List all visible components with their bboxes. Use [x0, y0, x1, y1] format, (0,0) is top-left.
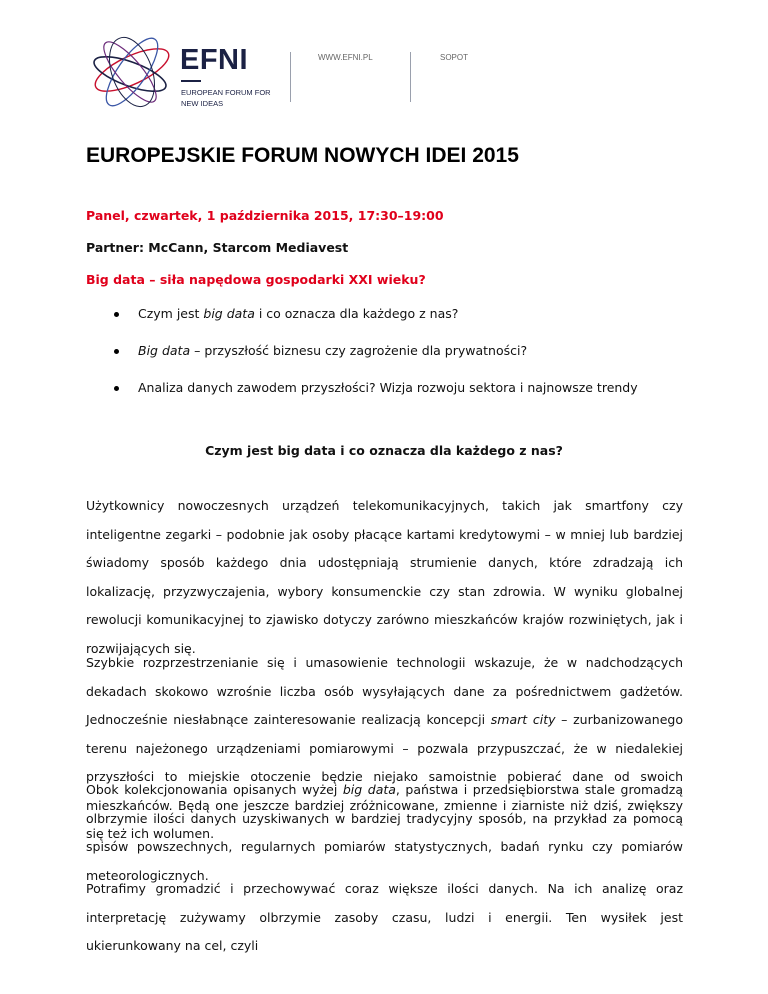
agenda-item: Czym jest big data i co oznacza dla każdego z nas?	[86, 306, 638, 343]
body-paragraph: Obok kolekcjonowania opisanych wyżej big data, państwa i przedsiębiorstwa stale gromadzą olbrzymie ilości danych uzyskiwanych w bardziej tradycyjny sposób, na przykład za pomocą spisów powszechnych, regularnych pomiarów statystycznych, badań rynku czy pomiarów meteorologicznych.	[86, 782, 683, 883]
bullet-icon	[114, 312, 119, 317]
body-paragraph: Potrafimy gromadzić i przechowywać coraz większe ilości danych. Na ich analizę oraz interpretację zużywamy olbrzymie zasoby czasu, ludzi i energii. Ten wysiłek jest ukierunkowany na cel, czyli	[86, 881, 683, 953]
letterhead	[0, 0, 768, 120]
header-divider-2	[410, 52, 411, 102]
panel-date-line: Panel, czwartek, 1 października 2015, 17:30–19:00	[86, 208, 444, 223]
document-title: EUROPEJSKIE FORUM NOWYCH IDEI 2015	[86, 144, 519, 167]
brand-subtitle: EUROPEAN FORUM FOR NEW IDEAS	[181, 88, 271, 108]
body-paragraph: Szybkie rozprzestrzenianie się i umasowienie technologii wskazuje, że w nadchodzących dekadach skokowo wzrośnie liczba osób wysyłających dane za pośrednictwem gadżetów. Jednocześnie niesłabnące zainteresowanie realizacją koncepcji smart city – zurbanizowanego terenu najeżonego urządzeniami pomiarowymi – pozwala przypuszczać, że w niedalekiej przyszłości to miejskie otoczenie będzie niejako samoistnie pobierać dane od swoich mieszkańców. Będą one jeszcze bardziej zróżnicowane, zmienne i ziarniste niż dziś, zwiększy się też ich wolumen.	[86, 655, 683, 841]
partner-line: Partner: McCann, Starcom Mediavest	[86, 240, 349, 255]
section-heading: Czym jest big data i co oznacza dla każdego z nas?	[205, 443, 563, 458]
city-label: SOPOT	[440, 53, 469, 62]
bullet-icon	[114, 349, 119, 354]
bullet-icon	[114, 386, 119, 391]
agenda-list	[86, 306, 638, 417]
efni-globe-logo-icon	[86, 34, 182, 130]
body-paragraph: Użytkownicy nowoczesnych urządzeń telekomunikacyjnych, takich jak smartfony czy inteligentne zegarki – podobnie jak osoby płacące kartami kredytowymi – w mniej lub bardziej świadomy sposób każdego dnia udostępniają strumienie danych, które zdradzają ich lokalizację, przyzwyczajenia, wybory konsumenckie czy stan zdrowia. W wyniku globalnej rewolucji komunikacyjnej to zjawisko dotyczy zarówno mieszkańców krajów rozwiniętych, jak i rozwijających się.	[86, 498, 683, 656]
agenda-item: Analiza danych zawodem przyszłości? Wizja rozwoju sektora i najnowsze trendy	[86, 380, 638, 417]
header-divider-1	[290, 52, 291, 102]
agenda-item: Big data – przyszłość biznesu czy zagrożenie dla prywatności?	[86, 343, 638, 380]
website-link[interactable]: WWW.EFNI.PL	[318, 53, 373, 62]
brand-name: EFNI	[180, 44, 249, 76]
panel-topic: Big data – siła napędowa gospodarki XXI wieku?	[86, 272, 426, 287]
brand-divider	[181, 80, 201, 82]
